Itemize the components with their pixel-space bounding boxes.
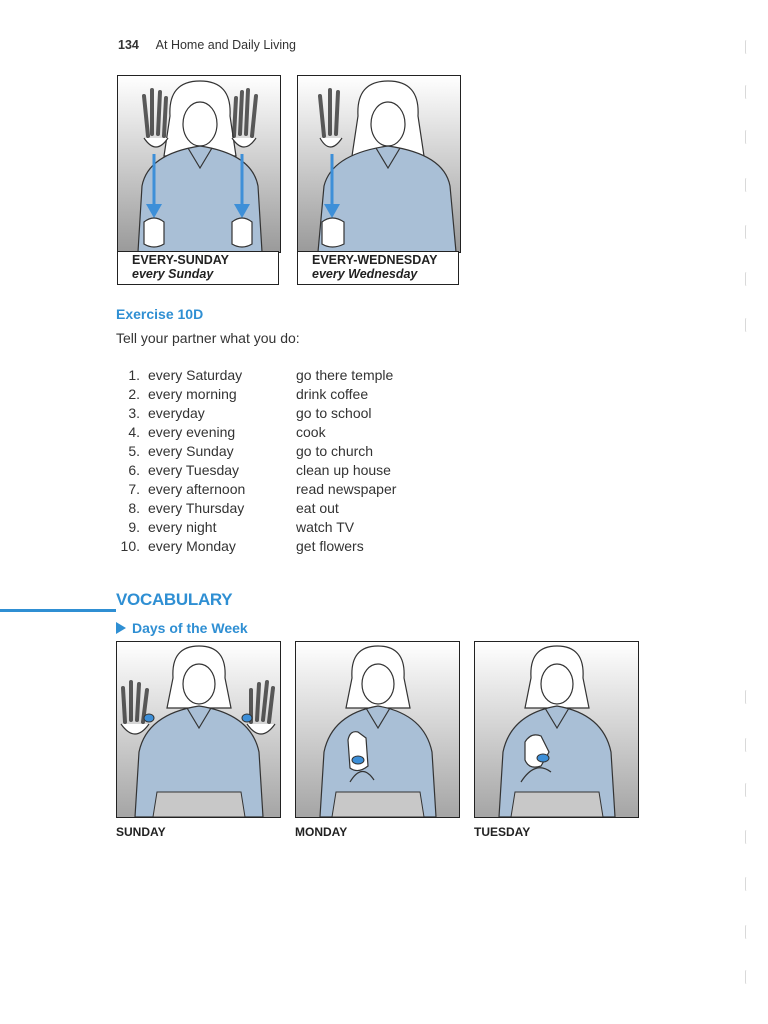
page-edge-mark <box>745 783 748 797</box>
item-number: 1. <box>128 367 140 383</box>
item-number: 4. <box>128 424 140 440</box>
sunday-label: SUNDAY <box>116 825 166 839</box>
item-activity: clean up house <box>296 462 391 478</box>
item-number: 9. <box>128 519 140 535</box>
page-edge-mark <box>745 272 748 286</box>
every-wednesday-illustration <box>297 75 461 253</box>
page-number: 134 <box>118 38 139 52</box>
item-number: 10. <box>120 538 140 554</box>
every-sunday-illustration <box>117 75 281 253</box>
item-time: every Saturday <box>148 367 243 383</box>
every-sunday-caption <box>117 251 279 285</box>
days-subheading-text: Days of the Week <box>132 620 248 636</box>
monday-illustration <box>295 641 460 818</box>
list-item <box>114 366 396 385</box>
item-time: every night <box>148 519 217 535</box>
tuesday-label: TUESDAY <box>474 825 531 839</box>
sign-gloss: EVERY-WEDNESDAY <box>312 253 438 267</box>
page-edge-mark <box>745 225 748 239</box>
running-title: At Home and Daily Living <box>155 38 297 52</box>
exercise-list <box>114 366 396 556</box>
list-item <box>114 537 396 556</box>
list-item <box>114 423 396 442</box>
list-item <box>114 499 396 518</box>
english-gloss: every Wednesday <box>312 267 418 281</box>
page-edge-mark <box>745 130 748 144</box>
monday-label: MONDAY <box>295 825 348 839</box>
item-activity: watch TV <box>296 519 355 535</box>
item-time: everyday <box>148 405 205 421</box>
item-number: 6. <box>128 462 140 478</box>
item-activity: go there temple <box>296 367 394 383</box>
days-subheading <box>116 620 248 636</box>
page-edge-mark <box>745 318 748 332</box>
item-activity: get flowers <box>296 538 364 554</box>
item-time: every Thursday <box>148 500 245 516</box>
item-activity: read newspaper <box>296 481 397 497</box>
item-activity: go to church <box>296 443 374 459</box>
list-item <box>114 461 396 480</box>
item-time: every Monday <box>148 538 236 554</box>
page-edge-mark <box>745 877 748 891</box>
tuesday-illustration <box>474 641 639 818</box>
item-time: every Tuesday <box>148 462 240 478</box>
sunday-drawing <box>117 642 280 817</box>
triangle-bullet-icon <box>116 622 126 634</box>
exercise-title: Exercise 10D <box>116 306 204 322</box>
running-header <box>118 38 296 52</box>
item-time: every morning <box>148 386 237 402</box>
list-item <box>114 442 396 461</box>
page-edge-mark <box>745 85 748 99</box>
item-activity: cook <box>296 424 326 440</box>
item-number: 5. <box>128 443 140 459</box>
english-gloss: every Sunday <box>132 267 214 281</box>
every-sunday-drawing <box>118 76 280 252</box>
page-edge-mark <box>745 40 748 54</box>
list-item <box>114 385 396 404</box>
page-edge-mark <box>745 830 748 844</box>
item-time: every Sunday <box>148 443 234 459</box>
sunday-illustration <box>116 641 281 818</box>
item-number: 3. <box>128 405 140 421</box>
item-time: every afternoon <box>148 481 246 497</box>
sign-gloss: EVERY-SUNDAY <box>132 253 230 267</box>
page-edge-mark <box>745 178 748 192</box>
item-activity: drink coffee <box>296 386 369 402</box>
page-edge-mark <box>745 970 748 984</box>
item-time: every evening <box>148 424 236 440</box>
list-item <box>114 480 396 499</box>
page-edge-mark <box>745 738 748 752</box>
vocabulary-heading: VOCABULARY <box>116 590 233 609</box>
item-activity: go to school <box>296 405 372 421</box>
monday-drawing <box>296 642 459 817</box>
every-wednesday-drawing <box>298 76 460 252</box>
list-item <box>114 404 396 423</box>
tuesday-drawing <box>475 642 638 817</box>
page-edge-mark <box>745 690 748 704</box>
exercise-instruction: Tell your partner what you do: <box>116 330 300 346</box>
list-item <box>114 518 396 537</box>
item-activity: eat out <box>296 500 339 516</box>
section-rule <box>0 609 116 612</box>
page-edge-mark <box>745 925 748 939</box>
item-number: 2. <box>128 386 140 402</box>
item-number: 7. <box>128 481 140 497</box>
every-wednesday-caption <box>297 251 459 285</box>
item-number: 8. <box>128 500 140 516</box>
